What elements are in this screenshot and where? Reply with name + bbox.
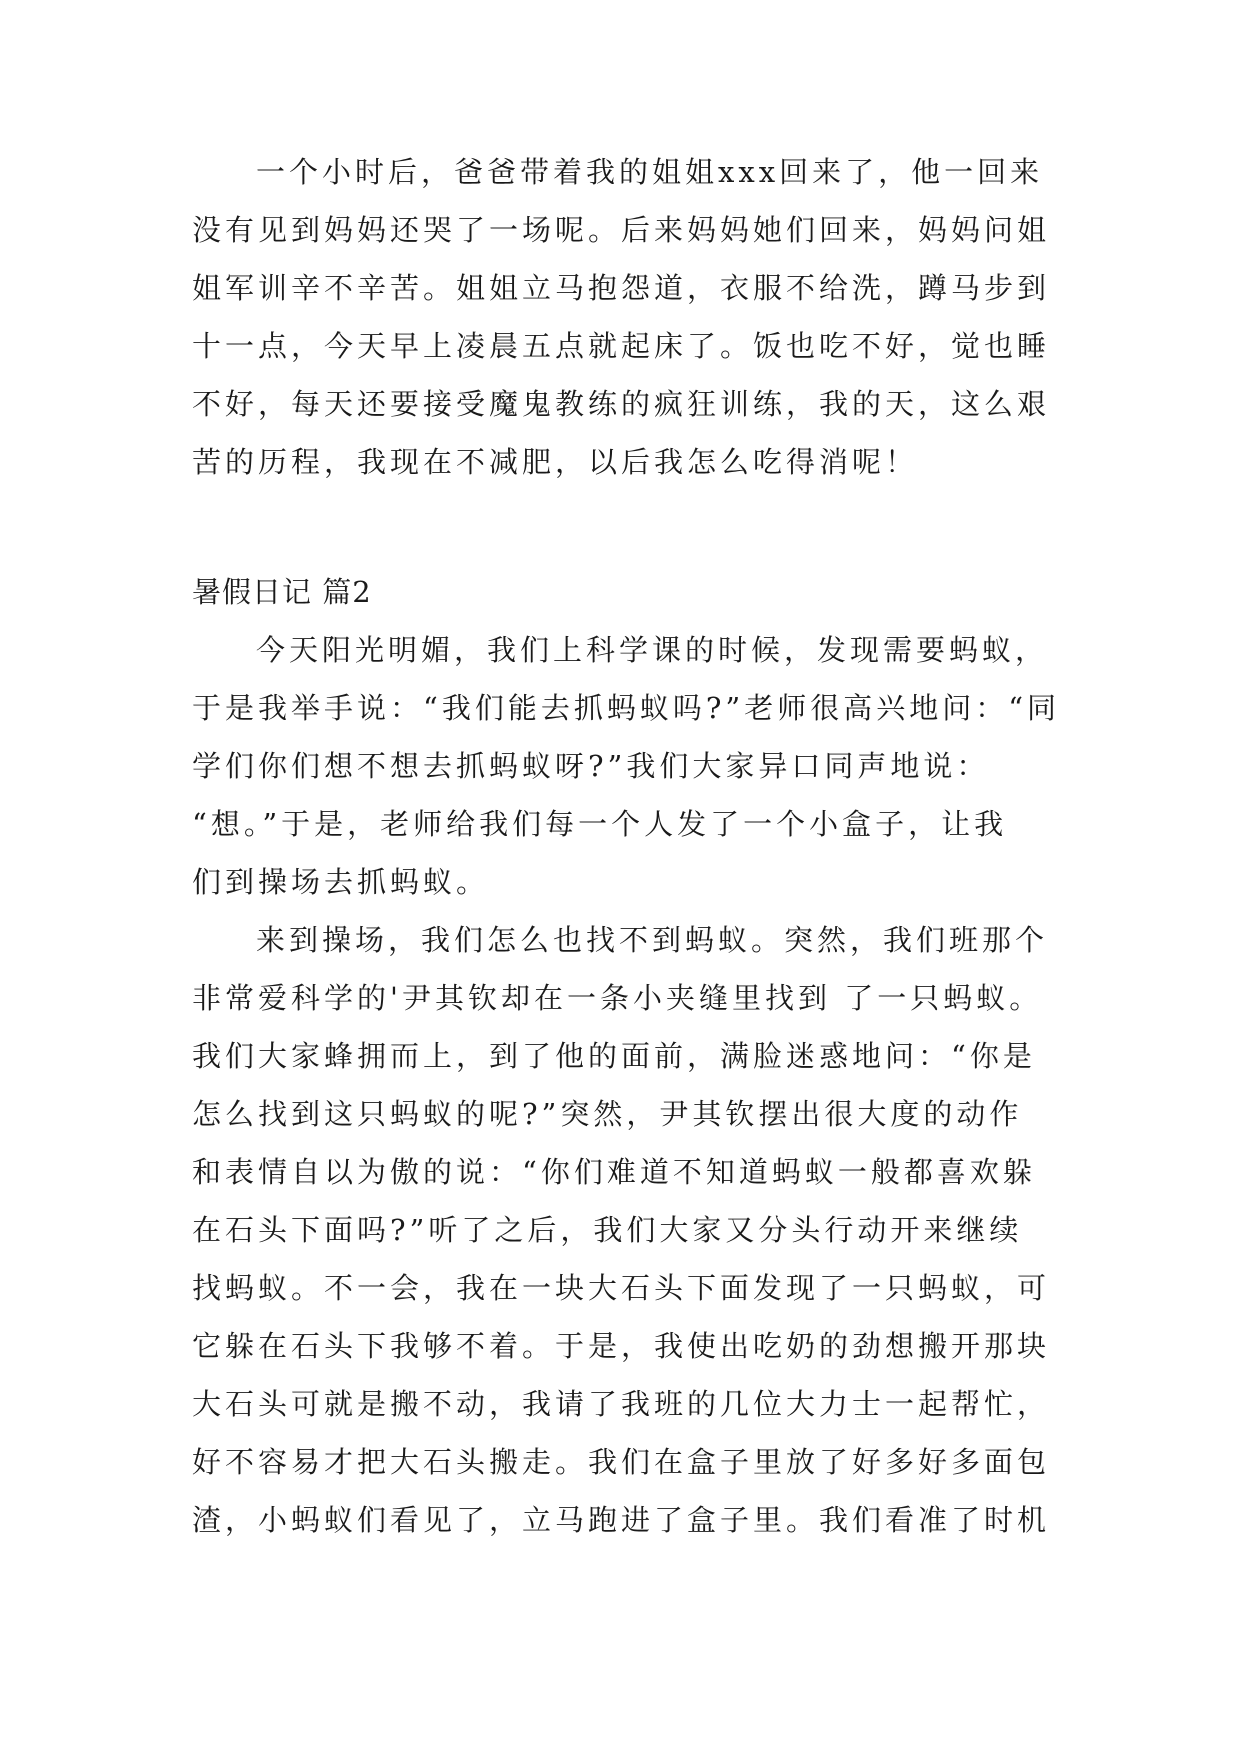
paragraph-3-line-7: 找蚂蚁。不一会，我在一块大石头下面发现了一只蚂蚁，可 <box>192 1271 1051 1305</box>
paragraph-2-line-5: 们到操场去抓蚂蚁。 <box>192 865 490 899</box>
paragraph-1-line-4: 十一点，今天早上凌晨五点就起床了。饭也吃不好，觉也睡 <box>192 329 1051 363</box>
paragraph-1-line-1: 一个小时后，爸爸带着我的姐姐xxx回来了，他一回来 <box>256 155 1044 189</box>
paragraph-3-line-5: 和表情自以为傲的说：“你们难道不知道蚂蚁一般都喜欢躲 <box>192 1155 1036 1189</box>
section-heading: 暑假日记 篇2 <box>192 575 372 609</box>
paragraph-3-line-10: 好不容易才把大石头搬走。我们在盒子里放了好多好多面包 <box>192 1445 1051 1479</box>
paragraph-3-line-3: 我们大家蜂拥而上，到了他的面前，满脸迷惑地问：“你是 <box>192 1039 1036 1073</box>
paragraph-3-line-2: 非常爱科学的'尹其钦却在一条小夹缝里找到 了一只蚂蚁。 <box>192 981 1043 1015</box>
paragraph-1-line-3: 姐军训辛不辛苦。姐姐立马抱怨道，衣服不给洗，蹲马步到 <box>192 271 1051 305</box>
paragraph-3-line-4: 怎么找到这只蚂蚁的呢?”突然，尹其钦摆出很大度的动作 <box>192 1097 1023 1131</box>
paragraph-1-line-6: 苦的历程，我现在不减肥，以后我怎么吃得消呢！ <box>192 445 919 479</box>
paragraph-1-line-2: 没有见到妈妈还哭了一场呢。后来妈妈她们回来，妈妈问姐 <box>192 213 1051 247</box>
paragraph-1-line-5: 不好，每天还要接受魔鬼教练的疯狂训练，我的天，这么艰 <box>192 387 1051 421</box>
paragraph-2-line-1: 今天阳光明媚，我们上科学课的时候，发现需要蚂蚁， <box>256 633 1049 667</box>
paragraph-3-line-11: 渣，小蚂蚁们看见了，立马跑进了盒子里。我们看准了时机 <box>192 1503 1051 1537</box>
paragraph-3-line-8: 它躲在石头下我够不着。于是，我使出吃奶的劲想搬开那块 <box>192 1329 1051 1363</box>
paragraph-3-line-1: 来到操场，我们怎么也找不到蚂蚁。突然，我们班那个 <box>256 923 1049 957</box>
paragraph-2-line-3: 学们你们想不想去抓蚂蚁呀?”我们大家异口同声地说： <box>192 749 990 783</box>
paragraph-2-line-2: 于是我举手说：“我们能去抓蚂蚁吗?”老师很高兴地问：“同 <box>192 691 1061 725</box>
paragraph-3-line-6: 在石头下面吗?”听了之后，我们大家又分头行动开来继续 <box>192 1213 1023 1247</box>
paragraph-2-line-4: “想。”于是，老师给我们每一个人发了一个小盒子，让我 <box>192 807 1008 841</box>
paragraph-3-line-9: 大石头可就是搬不动，我请了我班的几位大力士一起帮忙， <box>192 1387 1051 1421</box>
